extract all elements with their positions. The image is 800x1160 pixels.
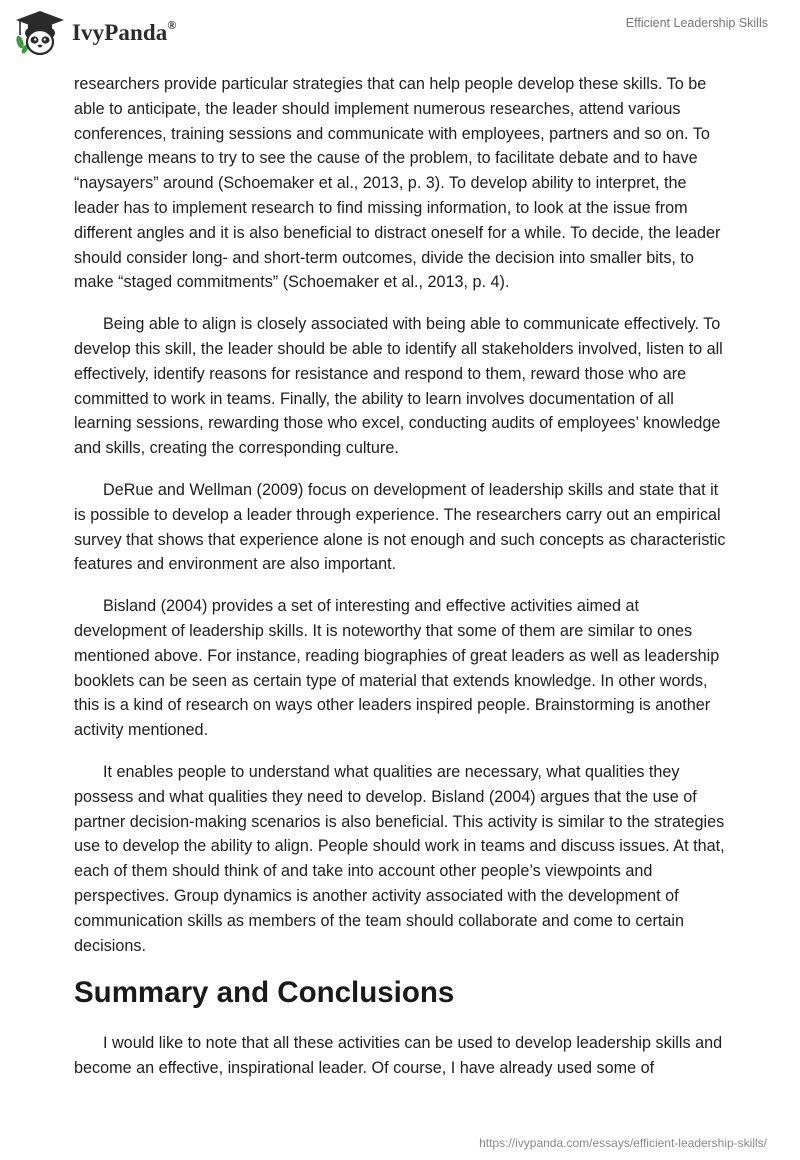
paragraph: It enables people to understand what qualities are necessary, what qualities they possess and what qualities they need to develop. Bisland (2004) argues that the use of partner decision-making scenarios is also beneficial. This activity is similar to the strategies use to develop the ability to align. People should work in teams and discuss issues. At that, each of them should think of and take into account other people’s viewpoints and perspectives. Group dynamics is another activity associated with the development of communication skills as members of the team should collaborate and come to certain decisions. [74,762,725,955]
paragraph: Bisland (2004) provides a set of interesting and effective activities aimed at development of leadership skills. It is noteworthy that some of them are similar to ones mentioned above. For instance, reading biographies of great leaders as well as leadership booklets can be seen as certain type of material that extends knowledge. In other words, this is a kind of research on ways other leaders inspired people. Brainstorming is another activity mentioned. [74,597,720,740]
section-heading: Summary and Conclusions [74,976,455,1010]
paragraph: DeRue and Wellman (2009) focus on development of leadership skills and state that it is possible to develop a leader through experience. The researchers carry out an empirical survey that shows that experience alone is not enough and such concepts as characteristic features and environment are also important. [74,480,726,574]
brand-name-text: IvyPanda [72,20,168,45]
registered-mark: ® [167,18,177,32]
paragraph: researchers provide particular strategies that can help people develop these skills. To be able to anticipate, the leader should implement numerous researches, attend various conferences, training sessions and communicate with employees, partners and so on. To challenge means to try to see the cause of the problem, to facilitate debate and to have “naysayers” around (Schoemaker et al., 2013, p. 3). To develop ability to interpret, the leader has to implement research to find missing information, to look at the issue from different angles and it is also beneficial to distract oneself for a while. To decide, the leader should consider long- and short-term outcomes, divide the decision into smaller bits, to make “staged commitments” (Schoemaker et al., 2013, p. 4). [74,75,721,292]
paragraph: Being able to align is closely associated with being able to communicate effectively. To develop this skill, the leader should be able to identify all stakeholders involved, listen to all effectively, identify reasons for resistance and respond to them, reward those who are committed to work in teams. Finally, the ability to learn involves documentation of all learning sessions, rewarding those who excel, conducting audits of employees’ knowledge and skills, creating the corresponding culture. [74,315,723,458]
paragraph: I would like to note that all these activities can be used to develop leadership skills and become an effective, inspirational leader. Of course, I have already used some of [74,1034,723,1078]
page-header [0,0,800,70]
source-url[interactable]: https://ivypanda.com/essays/efficient-leadership-skills/ [479,1136,767,1150]
running-title: Efficient Leadership Skills [625,16,768,30]
panda-graduate-icon [14,9,66,57]
ivypanda-logo[interactable] [14,9,176,57]
essay-body [74,72,734,1098]
brand-name [72,20,176,46]
